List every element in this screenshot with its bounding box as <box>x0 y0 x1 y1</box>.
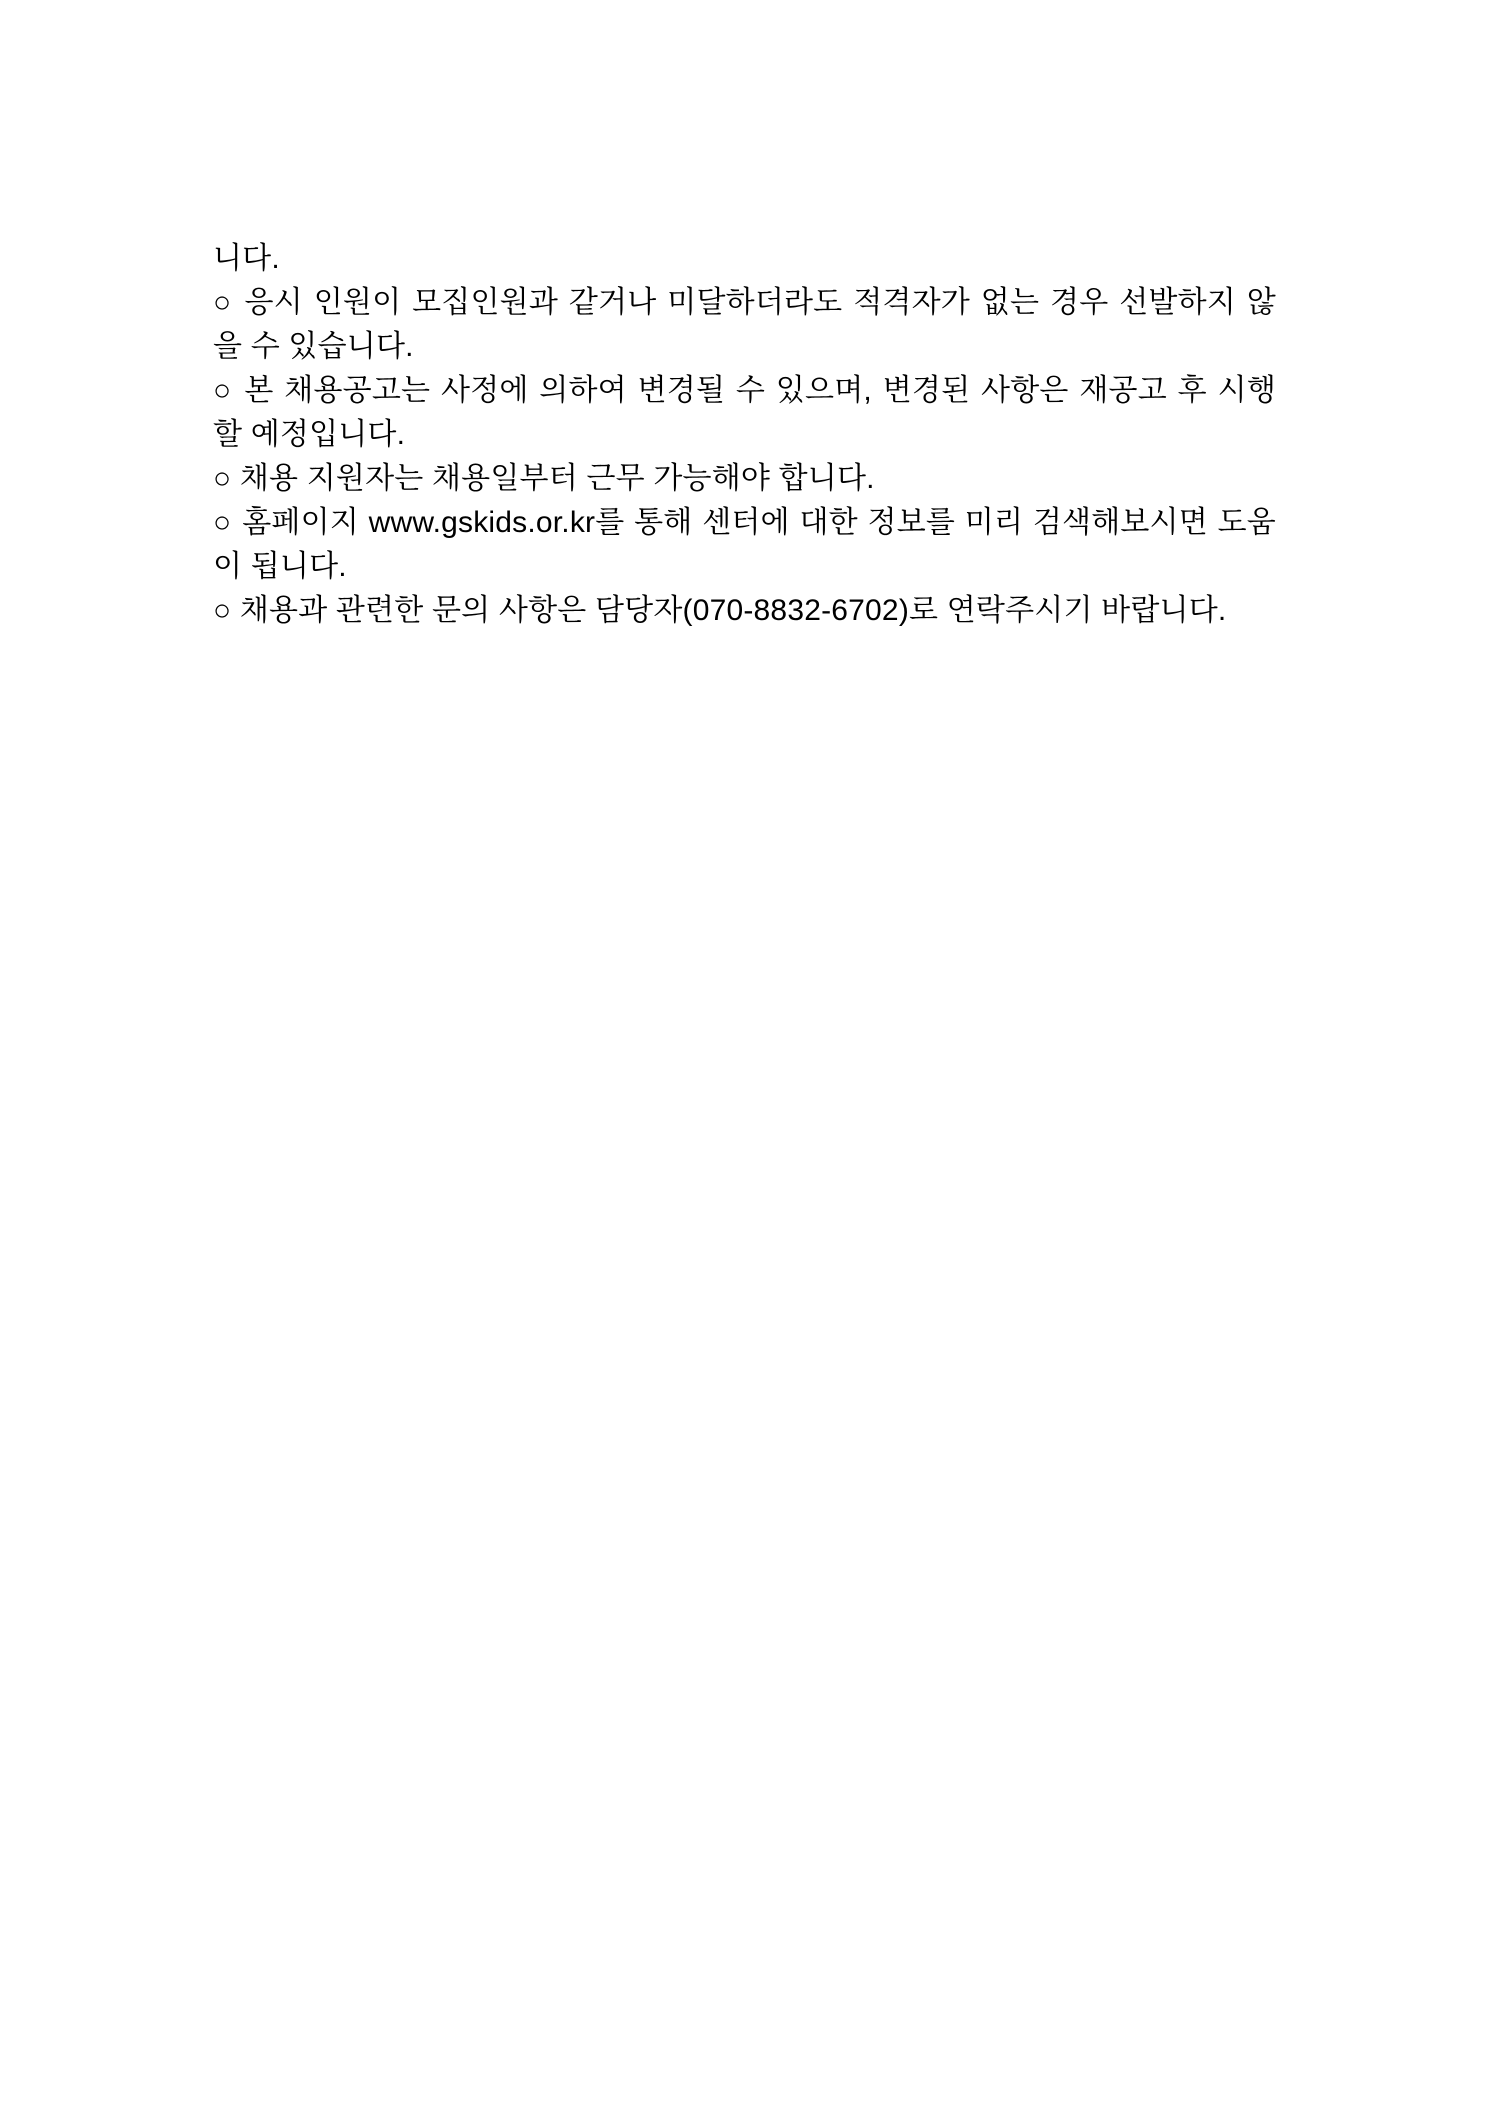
document-line: ○ 응시 인원이 모집인원과 같거나 미달하더라도 적격자가 없는 경우 선발하지 않 <box>213 286 1276 319</box>
document-line: 할 예정입니다. <box>213 418 406 451</box>
document-line: ○ 홈페이지 www.gskids.or.kr를 통해 센터에 대한 정보를 미리 검색해보시면 도움 <box>213 506 1276 539</box>
document-line: 을 수 있습니다. <box>213 330 414 363</box>
document-line: 이 됩니다. <box>213 550 347 583</box>
notice-text-block <box>213 237 1276 633</box>
document-line: 니다. <box>213 242 280 275</box>
document-line: ○ 채용 지원자는 채용일부터 근무 가능해야 합니다. <box>213 462 875 495</box>
document-line: ○ 채용과 관련한 문의 사항은 담당자(070-8832-6702)로 연락주시기 바랍니다. <box>213 594 1227 627</box>
document-line: ○ 본 채용공고는 사정에 의하여 변경될 수 있으며, 변경된 사항은 재공고 후 시행 <box>213 374 1276 407</box>
